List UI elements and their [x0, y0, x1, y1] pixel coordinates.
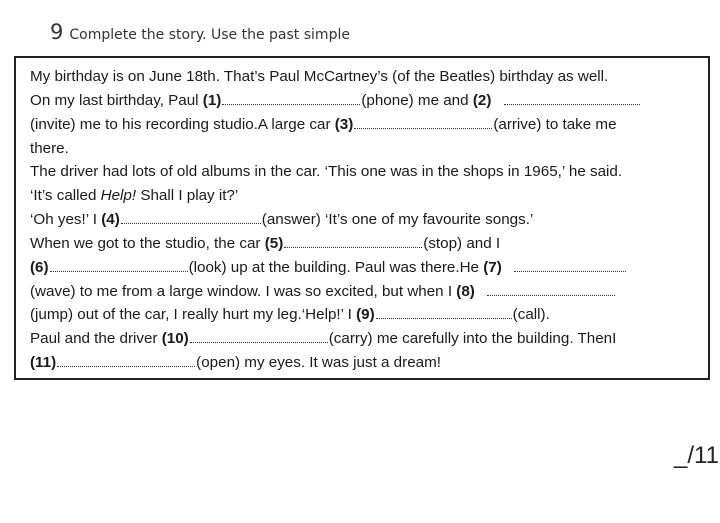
story-text: When we got to the studio, the car — [30, 235, 261, 252]
story-line-4 — [30, 137, 69, 160]
gap-number-9: (9) — [356, 306, 375, 323]
exercise-header — [50, 20, 350, 46]
story-text: (call). — [512, 306, 550, 323]
answer-blank-8[interactable] — [487, 283, 615, 296]
story-text: (phone) me and — [361, 92, 469, 109]
answer-blank-1[interactable] — [222, 92, 360, 105]
story-line-1 — [30, 65, 608, 88]
story-text: On my last birthday, Paul — [30, 92, 199, 109]
answer-blank-10[interactable] — [190, 330, 328, 343]
exercise-number: 9 — [50, 20, 64, 44]
story-text: The driver had lots of old albums in the car. ‘This one was in the shops in 1965,’ he said. — [30, 163, 623, 180]
gap-number-5: (5) — [264, 235, 284, 252]
score-total: _/11 — [674, 442, 719, 469]
gap-number-2: (2) — [472, 92, 492, 109]
story-text: (stop) and I — [423, 235, 501, 252]
story-text: ‘It’s called — [30, 187, 101, 204]
story-text: (wave) to me from a large window. I was so excited, but when I — [30, 283, 453, 300]
story-line-11 — [30, 303, 550, 326]
story-text: (invite) me to his recording studio.A large car — [30, 116, 331, 133]
story-text: My birthday is on June 18th. That’s Paul McCartney’s (of the Beatles) birthday as well. — [30, 68, 609, 85]
story-line-9 — [30, 256, 627, 279]
story-line-12 — [30, 327, 616, 350]
answer-blank-4[interactable] — [121, 211, 261, 224]
gap-number-10: (10) — [161, 330, 189, 347]
story-text: (answer) ‘It’s one of my favourite songs.’ — [261, 211, 534, 228]
story-text: (open) my eyes. It was just a dream! — [196, 354, 441, 371]
story-text: (carry) me carefully into the building. ThenI — [328, 330, 617, 347]
story-text: Shall I play it?’ — [136, 187, 239, 204]
story-text: (look) up at the building. Paul was there.He — [188, 259, 479, 276]
story-text: (jump) out of the car, I really hurt my leg.‘Help!’ I — [30, 306, 352, 323]
gap-number-11: (11) — [30, 354, 57, 371]
story-line-8 — [30, 232, 500, 255]
gap-number-4: (4) — [101, 211, 120, 228]
story-line-5 — [30, 160, 622, 183]
answer-blank-11[interactable] — [57, 354, 195, 367]
story-text: (arrive) to take me — [493, 116, 617, 133]
gap-number-1: (1) — [202, 92, 222, 109]
story-line-6 — [30, 184, 238, 207]
answer-blank-3[interactable] — [354, 116, 492, 129]
album-title: Help! — [100, 187, 137, 204]
story-text: ‘Oh yes!’ I — [30, 211, 97, 228]
answer-blank-9[interactable] — [376, 306, 512, 319]
answer-blank-2[interactable] — [504, 92, 640, 105]
answer-blank-6[interactable] — [50, 259, 188, 272]
story-line-2 — [30, 89, 641, 112]
gap-number-6: (6) — [30, 259, 49, 276]
story-line-3 — [30, 113, 617, 136]
gap-number-8: (8) — [456, 283, 475, 300]
story-line-7 — [30, 208, 533, 231]
story-text: Paul and the driver — [30, 330, 158, 347]
story-text: there. — [30, 140, 69, 157]
story-line-10 — [30, 280, 616, 303]
gap-number-3: (3) — [334, 116, 354, 133]
answer-blank-5[interactable] — [284, 235, 422, 248]
story-box — [14, 56, 710, 380]
story-line-13 — [30, 351, 441, 374]
gap-number-7: (7) — [483, 259, 502, 276]
answer-blank-7[interactable] — [514, 259, 626, 272]
exercise-instruction: Complete the story. Use the past simple — [69, 27, 350, 43]
